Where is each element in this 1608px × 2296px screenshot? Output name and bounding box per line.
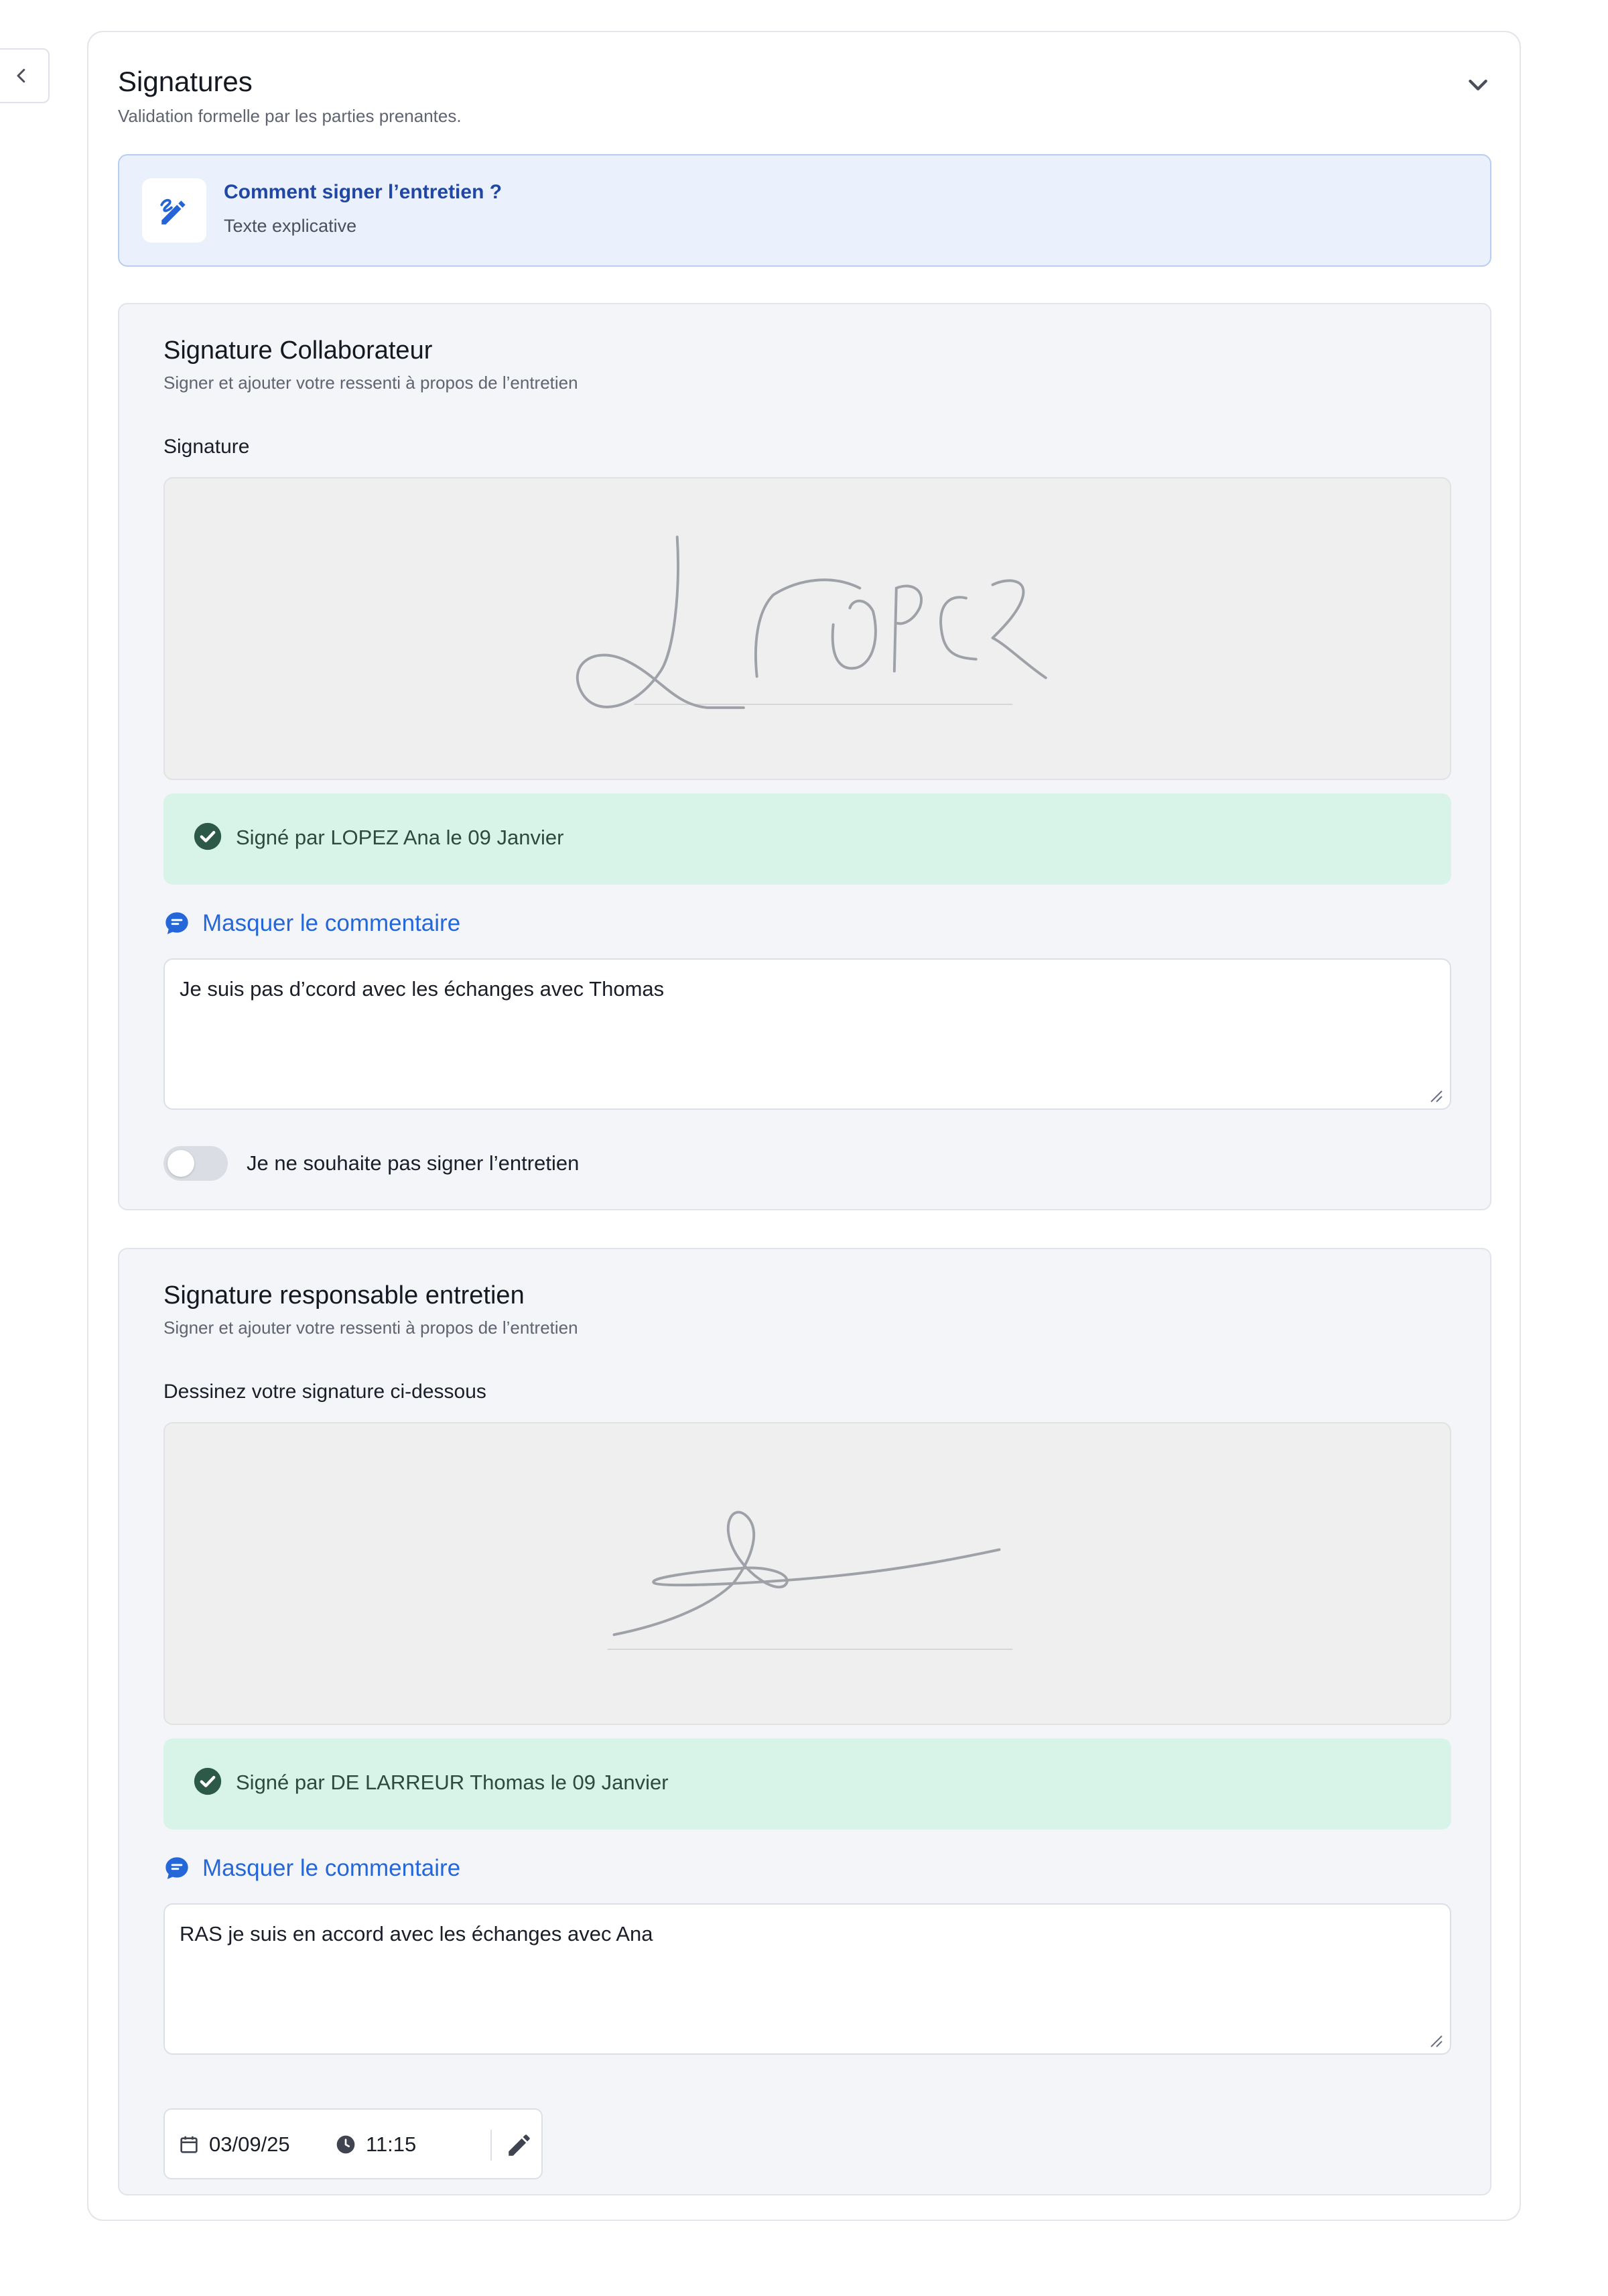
hide-comment-button[interactable] bbox=[163, 910, 460, 937]
signed-status-banner bbox=[163, 1738, 1451, 1830]
handwritten-signature bbox=[165, 479, 1450, 779]
resize-handle-icon[interactable] bbox=[1428, 1088, 1443, 1103]
time-value: 11:15 bbox=[366, 2132, 417, 2156]
signature-datetime-field[interactable] bbox=[163, 2108, 543, 2179]
signatures-card bbox=[87, 31, 1521, 2221]
section-subtitle: Signer et ajouter votre ressenti à propos de l’entretien bbox=[163, 373, 578, 393]
card-subtitle: Validation formelle par les parties prenantes. bbox=[118, 106, 462, 126]
decline-signature-toggle-row bbox=[163, 1146, 579, 1181]
collapse-button[interactable] bbox=[1461, 67, 1495, 102]
signed-status-text: Signé par DE LARREUR Thomas le 09 Janvier bbox=[236, 1771, 669, 1794]
decline-signature-label: Je ne souhaite pas signer l’entretien bbox=[247, 1151, 580, 1175]
back-button[interactable] bbox=[0, 48, 50, 103]
calendar-icon bbox=[178, 2134, 200, 2155]
section-title: Signature Collaborateur bbox=[163, 336, 433, 365]
chevron-left-icon bbox=[11, 66, 31, 86]
signed-status-banner bbox=[163, 793, 1451, 885]
clock-icon bbox=[335, 2134, 356, 2155]
hide-comment-label: Masquer le commentaire bbox=[202, 1855, 461, 1881]
signed-status-text: Signé par LOPEZ Ana le 09 Janvier bbox=[236, 826, 564, 849]
section-subtitle: Signer et ajouter votre ressenti à propos de l’entretien bbox=[163, 1318, 578, 1338]
comment-text: Je suis pas d’ccord avec les échanges avec Thomas bbox=[180, 977, 665, 1001]
info-callout bbox=[118, 154, 1491, 267]
info-text: Texte explicative bbox=[224, 216, 357, 236]
check-circle-icon bbox=[193, 1767, 222, 1796]
comment-textarea[interactable] bbox=[163, 958, 1451, 1110]
time-display bbox=[335, 2132, 416, 2157]
pencil-icon[interactable] bbox=[505, 2131, 533, 2159]
comment-textarea[interactable] bbox=[163, 1903, 1451, 2055]
date-display bbox=[178, 2132, 290, 2157]
comment-text: RAS je suis en accord avec les échanges avec Ana bbox=[180, 1922, 653, 1946]
signature-pad[interactable] bbox=[163, 477, 1451, 780]
info-title[interactable]: Comment signer l’entretien ? bbox=[224, 181, 503, 203]
signature-label: Signature bbox=[163, 436, 250, 458]
hide-comment-button[interactable] bbox=[163, 1855, 460, 1882]
decline-signature-switch[interactable] bbox=[163, 1146, 228, 1181]
signature-edit-icon bbox=[142, 178, 206, 243]
manager-signature-section bbox=[118, 1248, 1491, 2195]
check-circle-icon bbox=[193, 822, 222, 851]
comment-icon bbox=[163, 910, 190, 937]
date-value: 03/09/25 bbox=[209, 2132, 290, 2156]
handwritten-signature bbox=[165, 1423, 1450, 1724]
resize-handle-icon[interactable] bbox=[1428, 2033, 1443, 2048]
card-title: Signatures bbox=[118, 66, 253, 97]
comment-icon bbox=[163, 1855, 190, 1882]
signature-pad[interactable] bbox=[163, 1422, 1451, 1725]
divider bbox=[490, 2130, 492, 2161]
chevron-down-icon bbox=[1465, 71, 1491, 98]
switch-knob bbox=[168, 1150, 194, 1177]
collaborator-signature-section bbox=[118, 303, 1491, 1210]
section-title: Signature responsable entretien bbox=[163, 1281, 525, 1310]
signature-label: Dessinez votre signature ci-dessous bbox=[163, 1381, 486, 1403]
hide-comment-label: Masquer le commentaire bbox=[202, 910, 461, 936]
